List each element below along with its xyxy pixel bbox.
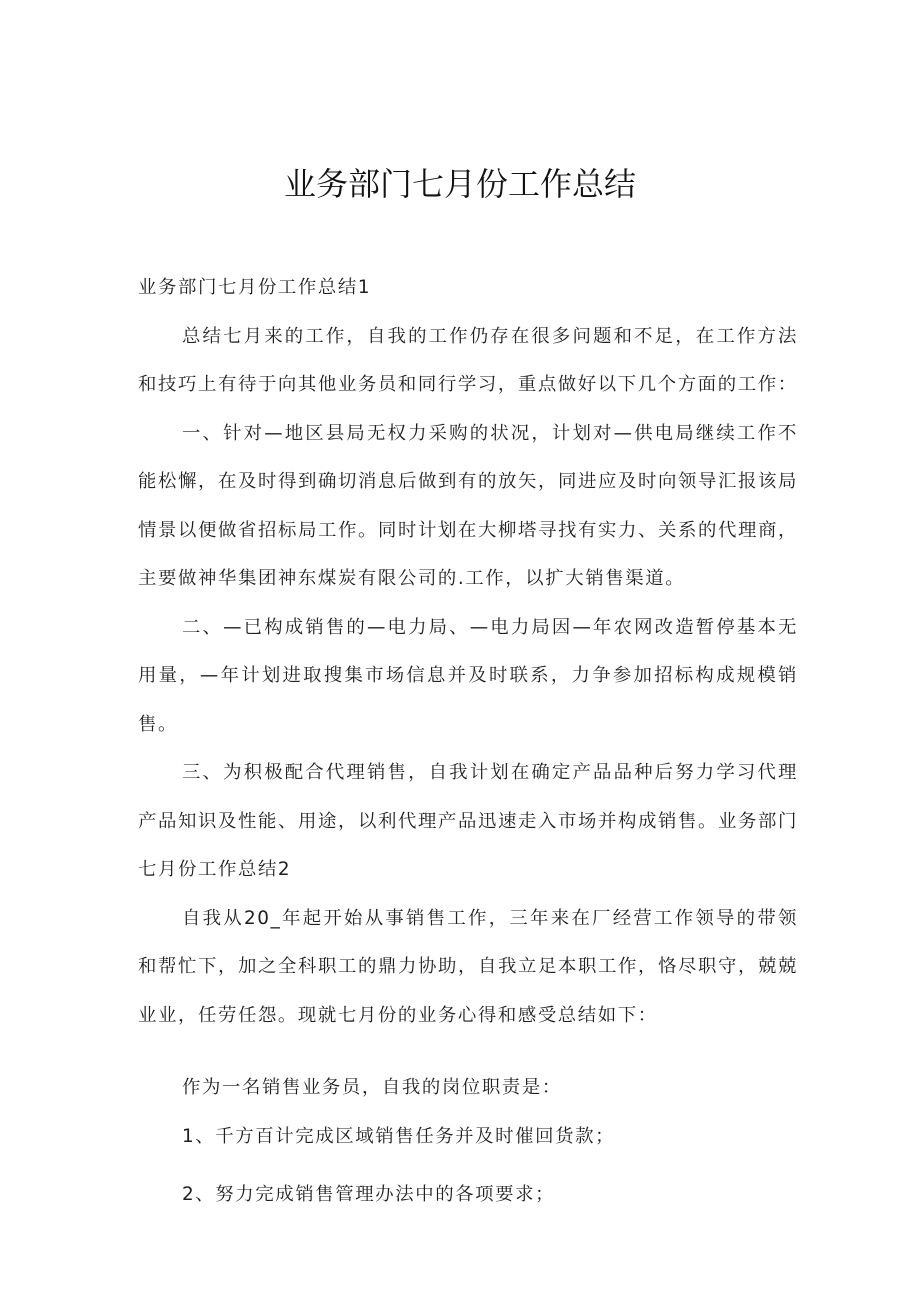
paragraph-item-two: 二、—已构成销售的—电力局、—电力局因—年农网改造暂停基本无用量，—年计划进取搜集市场信息并及时联系，力争参加招标构成规模销售。 <box>138 616 798 735</box>
paragraph-duties-lead: 作为一名销售业务员，自我的岗位职责是： <box>182 1077 562 1098</box>
list-item-duty-2: 2、努力完成销售管理办法中的各项要求； <box>182 1184 556 1205</box>
section-heading-1: 业务部门七月份工作总结1 <box>138 277 372 298</box>
paragraph-section-two-intro: 自我从20_年起开始从事销售工作，三年来在厂经营工作领导的带领和帮忙下，加之全科职工的鼎力协助，自我立足本职工作，恪尽职守，兢兢业业，任劳任怨。现就七月份的业务心得和感受总结如下： <box>138 907 798 1026</box>
document-body <box>138 264 798 1220</box>
list-item-duty-1: 1、千方百计完成区域销售任务并及时催回货款； <box>182 1125 616 1147</box>
paragraph-item-one: 一、针对—地区县局无权力采购的状况，计划对—供电局继续工作不能松懈，在及时得到确切消息后做到有的放矢，同进应及时向领导汇报该局情景以便做省招标局工作。同时计划在大柳塔寻找有实力、关系的代理商，主要做神华集团神东煤炭有限公司的.工作，以扩大销售渠道。 <box>138 422 798 589</box>
paragraph-intro: 总结七月来的工作，自我的工作仍存在很多问题和不足，在工作方法和技巧上有待于向其他业务员和同行学习，重点做好以下几个方面的工作： <box>138 325 798 395</box>
document-title: 业务部门七月份工作总结 <box>283 165 636 203</box>
paragraph-item-three: 三、为积极配合代理销售，自我计划在确定产品品种后努力学习代理产品知识及性能、用途，以利代理产品迅速走入市场并构成销售。业务部门七月份工作总结2 <box>138 762 798 880</box>
